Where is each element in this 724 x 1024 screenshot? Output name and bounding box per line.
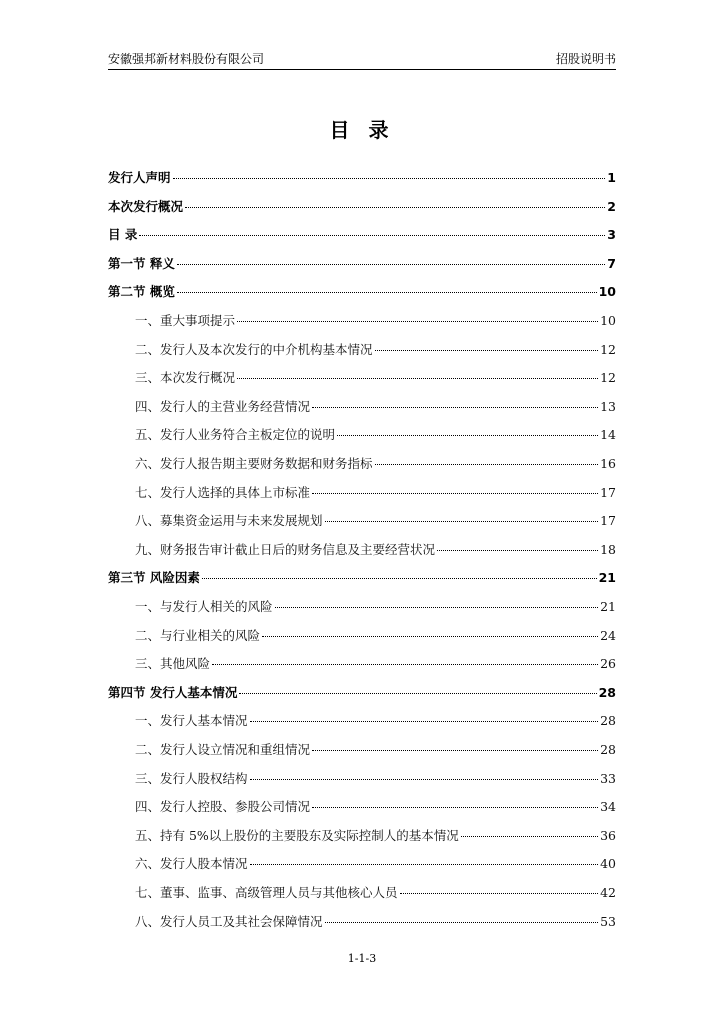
toc-entry-label: 三、其他风险: [135, 656, 211, 672]
toc-dot-leader: [400, 892, 599, 894]
header-divider: [108, 69, 616, 70]
toc-section-entry[interactable]: [108, 282, 616, 302]
page-number: 1-1-3: [347, 952, 377, 965]
toc-dot-leader: [185, 206, 605, 208]
toc-subsection-entry[interactable]: [108, 654, 616, 674]
toc-entry-page-number: 28: [600, 713, 616, 729]
toc-subsection-entry[interactable]: [108, 626, 616, 646]
toc-entry-page-number: 17: [600, 484, 616, 500]
toc-entry-label: 三、本次发行概况: [135, 370, 236, 386]
toc-entry-page-number: 16: [600, 456, 616, 471]
toc-entry-page-number: 24: [600, 627, 616, 643]
toc-entry-label: 第一节 释义: [108, 255, 175, 271]
toc-entry-label: 目 录: [108, 227, 138, 243]
toc-entry-label: 二、发行人及本次发行的中介机构基本情况: [135, 341, 373, 357]
toc-subsection-entry[interactable]: [108, 826, 616, 846]
toc-subsection-entry[interactable]: [108, 340, 616, 360]
toc-entry-label: 五、发行人业务符合主板定位的说明: [135, 427, 336, 443]
toc-subsection-entry[interactable]: [108, 711, 616, 731]
toc-dot-leader: [173, 177, 606, 179]
toc-entry-page-number: 10: [600, 313, 616, 328]
toc-dot-leader: [262, 635, 598, 637]
toc-entry-page-number: 1: [607, 170, 616, 185]
toc-entry-page-number: 53: [600, 913, 616, 929]
toc-dot-leader: [177, 291, 597, 293]
toc-dot-leader: [239, 692, 596, 694]
toc-entry-label: 发行人声明: [108, 170, 171, 185]
toc-dot-leader: [325, 520, 599, 522]
toc-entry-label: 二、与行业相关的风险: [135, 627, 261, 643]
toc-dot-leader: [337, 434, 598, 436]
toc-dot-leader: [177, 263, 605, 265]
toc-entry-page-number: 33: [600, 770, 616, 786]
toc-dot-leader: [250, 778, 599, 780]
toc-dot-leader: [202, 577, 597, 579]
toc-dot-leader: [312, 406, 598, 408]
toc-section-entry[interactable]: [108, 568, 616, 588]
toc-dot-leader: [250, 863, 599, 865]
header-document-type: 招股说明书: [555, 52, 616, 66]
toc-entry-label: 一、重大事项提示: [135, 313, 236, 328]
toc-entry-page-number: 18: [600, 541, 616, 557]
toc-entry-label: 第四节 发行人基本情况: [108, 684, 238, 700]
toc-entry-page-number: 12: [600, 341, 616, 357]
toc-entry-page-number: 40: [600, 856, 616, 872]
toc-entry-page-number: 3: [607, 227, 616, 243]
toc-entry-page-number: 10: [598, 284, 616, 300]
toc-entry-label: 六、发行人股本情况: [135, 856, 248, 872]
toc-section-entry[interactable]: [108, 683, 616, 703]
toc-dot-leader: [237, 377, 598, 379]
toc-entry-label: 五、持有 5%以上股份的主要股东及实际控制人的基本情况: [135, 827, 459, 843]
toc-entry-label: 二、发行人设立情况和重组情况: [135, 742, 311, 757]
page-title: 目 录: [329, 118, 395, 142]
running-header: [108, 52, 616, 66]
toc-subsection-entry[interactable]: [108, 397, 616, 417]
toc-entry-label: 第三节 风险因素: [108, 570, 200, 586]
toc-dot-leader: [375, 349, 599, 351]
toc-subsection-entry[interactable]: [108, 483, 616, 503]
toc-entry-page-number: 42: [600, 885, 616, 900]
toc-entry-label: 三、发行人股权结构: [135, 770, 248, 786]
toc-entry-page-number: 17: [600, 513, 616, 529]
toc-dot-leader: [461, 835, 598, 837]
toc-dot-leader: [312, 492, 598, 494]
toc-entry-page-number: 7: [607, 255, 616, 271]
toc-entry-label: 本次发行概况: [108, 198, 184, 214]
toc-entry-page-number: 34: [600, 799, 616, 815]
toc-entry-page-number: 12: [600, 370, 616, 386]
toc-section-entry[interactable]: [108, 197, 616, 217]
toc-entry-page-number: 28: [600, 742, 616, 757]
toc-entry-label: 一、与发行人相关的风险: [135, 599, 273, 614]
toc-dot-leader: [325, 921, 599, 923]
toc-dot-leader: [250, 720, 599, 722]
toc-section-entry[interactable]: [108, 168, 616, 188]
toc-section-entry[interactable]: [108, 254, 616, 274]
toc-entry-label: 八、募集资金运用与未来发展规划: [135, 513, 323, 529]
toc-subsection-entry[interactable]: [108, 854, 616, 874]
toc-entry-label: 一、发行人基本情况: [135, 713, 248, 729]
toc-subsection-entry[interactable]: [108, 797, 616, 817]
toc-subsection-entry[interactable]: [108, 740, 616, 760]
toc-entry-label: 九、财务报告审计截止日后的财务信息及主要经营状况: [135, 541, 436, 557]
toc-entry-label: 八、发行人员工及其社会保障情况: [135, 913, 323, 929]
header-company-name: 安徽强邦新材料股份有限公司: [108, 52, 265, 66]
toc-subsection-entry[interactable]: [108, 769, 616, 789]
toc-entry-page-number: 36: [600, 827, 616, 843]
toc-section-entry[interactable]: [108, 225, 616, 245]
toc-dot-leader: [312, 749, 598, 751]
toc-subsection-entry[interactable]: [108, 311, 616, 331]
toc-subsection-entry[interactable]: [108, 912, 616, 932]
toc-dot-leader: [237, 320, 598, 322]
toc-entry-page-number: 2: [607, 198, 616, 214]
toc-subsection-entry[interactable]: [108, 597, 616, 617]
toc-subsection-entry[interactable]: [108, 511, 616, 531]
toc-entry-page-number: 21: [600, 599, 616, 614]
toc-entry-label: 四、发行人的主营业务经营情况: [135, 398, 311, 414]
toc-subsection-entry[interactable]: [108, 883, 616, 903]
toc-entry-label: 第二节 概览: [108, 284, 175, 300]
toc-entry-page-number: 28: [598, 684, 616, 700]
toc-entry-label: 七、发行人选择的具体上市标准: [135, 484, 311, 500]
toc-entry-label: 四、发行人控股、参股公司情况: [135, 799, 311, 815]
toc-dot-leader: [312, 806, 598, 808]
toc-dot-leader: [375, 463, 599, 465]
toc-dot-leader: [139, 234, 605, 236]
toc-dot-leader: [275, 606, 599, 608]
toc-entry-page-number: 13: [600, 398, 616, 414]
toc-subsection-entry[interactable]: [108, 368, 616, 388]
toc-dot-leader: [437, 549, 598, 551]
toc-subsection-entry[interactable]: [108, 540, 616, 560]
toc-entry-label: 六、发行人报告期主要财务数据和财务指标: [135, 456, 373, 471]
toc-dot-leader: [212, 663, 598, 665]
toc-entry-label: 七、董事、监事、高级管理人员与其他核心人员: [135, 885, 398, 900]
toc-subsection-entry[interactable]: [108, 454, 616, 474]
toc-entry-page-number: 21: [598, 570, 616, 586]
toc-entry-page-number: 26: [600, 656, 616, 672]
toc-subsection-entry[interactable]: [108, 425, 616, 445]
toc-entry-page-number: 14: [600, 427, 616, 443]
